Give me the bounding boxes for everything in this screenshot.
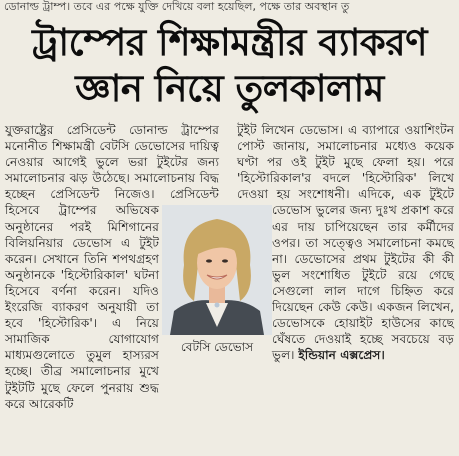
portrait-illustration [162, 205, 272, 335]
photo-caption: বেটসি ডেভোস [180, 340, 254, 354]
previous-article-snippet: ডোনাল্ড ট্রাম্প। তবে এর পক্ষে যুক্তি দেখিয়ে বলা হয়েছিল, পক্ষে তার অবস্থান তু [4, 0, 350, 13]
article-body-right-text: টুইট লিখেন ডেভোস। এ ব্যাপারে ওয়াশিংটন পোস্ট জানায়, সমালোচনার মধ্যেও কয়েক ঘণ্টা পর ওই টুইট মুছে ফেলা হয়। পরে 'হিস্টোরিকাল'র বদলে 'হিস্টোরিক' লিখে দেওয়া হয় সংশোধনী। এদিকে, এক টুইটে ডেভোস ভুলের জন্য দুঃখ প্রকাশ করে এর দায় চাপিয়েছেন তার কর্মীদের ওপর। তা সত্ত্বেও সমালোচনা কমছে না। ডেভোসের প্রথম টুইটের কী কী ভুল সংশোধিত টুইটে রয়ে গেছে সেগুলো লাল দাগে চিহ্নিত করে দিয়েছেন কেউ কেউ। একজন লিখেন, ডেভোসকে হোয়াইট হাউসের কাছে ঘেঁষতে দেওয়াই হচ্ছে সবচেয়ে বড় ভুল। [237, 123, 454, 363]
source-credit: ইন্ডিয়ান এক্সপ্রেস। [298, 348, 385, 363]
headline-line-1: ট্রাম্পের শিক্ষামন্ত্রীর ব্যাকরণ [32, 21, 427, 64]
headline-line-2: জ্ঞান নিয়ে তুলকালাম [75, 67, 384, 110]
portrait-photo [162, 205, 272, 335]
article-body-left: যুক্তরাষ্ট্রের প্রেসিডেন্ট ডোনাল্ড ট্রাম্পের মনোনীত শিক্ষামন্ত্রী বেটসি ডেভোসের দায়িত্ব নেওয়ার আগেই ভুলে ভরা টুইটের জন্য সমালোচনার ঝড় উঠেছে। সমালোচনায় বিদ্ধ হচ্ছেন প্রেসিডেন্ট নিজেও। প্রেসিডেন্ট হিসেবে ট্রাম্পের অভিষেক অনুষ্ঠানের পরই মিশিগানের বিলিয়নিয়ার ডেভোস এ টুইট করেন। সেখানে তিনি শপথগ্রহণ অনুষ্ঠানকে 'হিস্টোরিকাল' ঘটনা হিসেবে বর্ণনা করেন। যদিও ইংরেজি ব্যাকরণ অনুযায়ী তা হবে 'হিস্টোরিক'। এ নিয়ে সামাজিক যোগাযোগ মাধ্যমগুলোতে তুমুল হাস্যরস হচ্ছে। তীব্র সমালোচনার মুখে টুইটটি মুছে ফেলে পুনরায় শুদ্ধ করে আরেকটি [5, 123, 219, 411]
